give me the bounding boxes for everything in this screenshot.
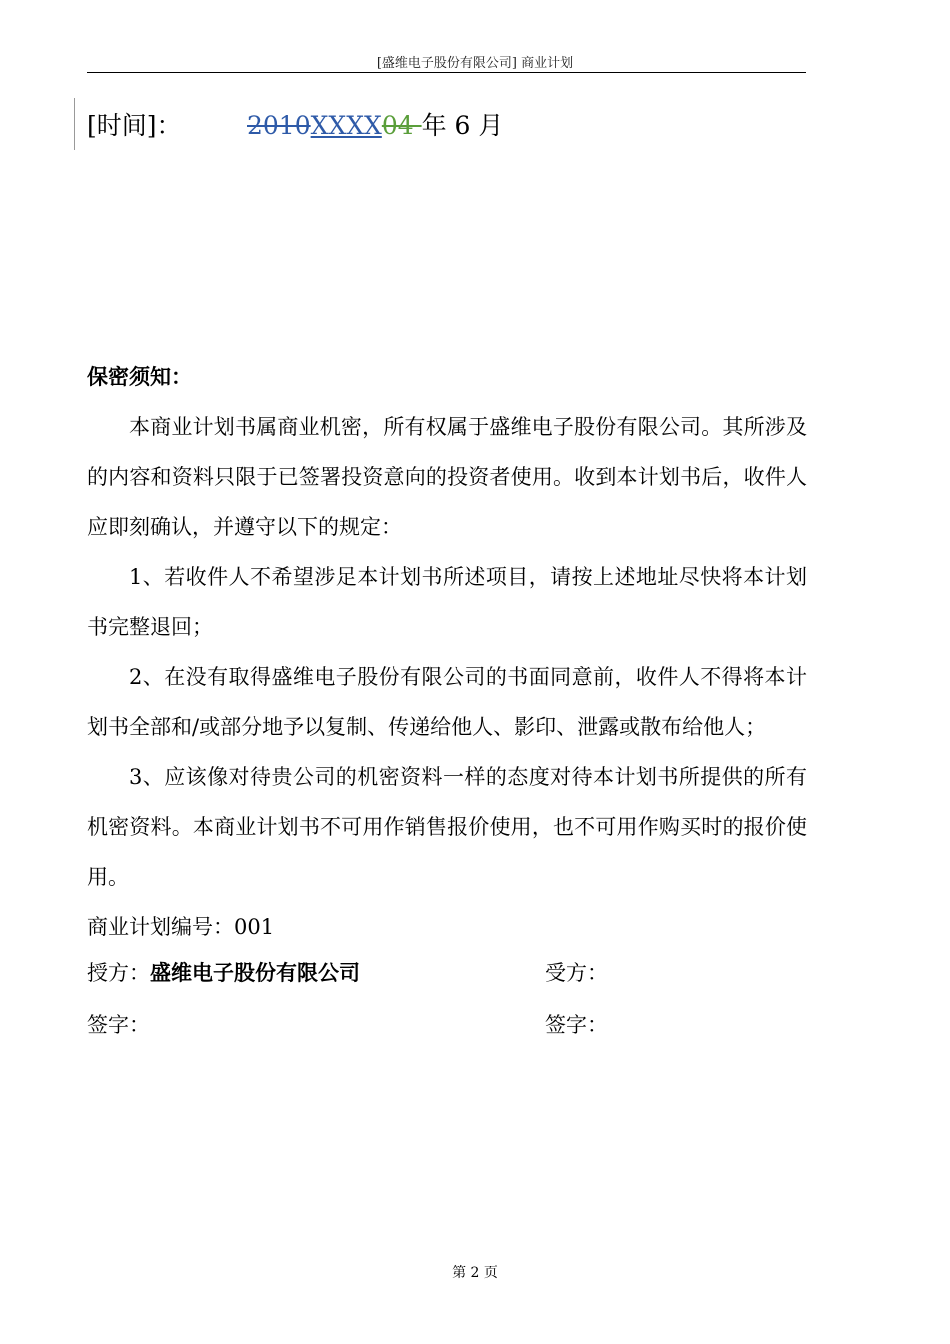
parties-row — [87, 948, 807, 998]
rule-2-paragraph: 2、在没有取得盛维电子股份有限公司的书面同意前，收件人不得将本计划书全部和/或部分地予以复制、传递给他人、影印、泄露或散布给他人； — [87, 665, 807, 739]
rule-3-paragraph: 3、应该像对待贵公司的机密资料一样的态度对待本计划书所提供的所有机密资料。本商业计划书不可用作销售报价使用，也不可用作购买时的报价使用。 — [87, 765, 807, 889]
time-line — [87, 108, 503, 144]
signature-row — [87, 1000, 807, 1050]
change-bar — [74, 98, 75, 150]
grantor-label: 授方： — [87, 961, 150, 985]
plan-number: 商业计划编号：001 — [87, 915, 275, 939]
grantee-signature-label: 签字： — [545, 1013, 608, 1037]
page-number: 第 2 页 — [452, 1265, 498, 1281]
deleted-day-revision: 04 — [381, 111, 422, 140]
inserted-placeholder-revision: XXXX — [310, 111, 382, 140]
confidentiality-body — [87, 402, 807, 952]
rule-1-paragraph: 1、若收件人不希望涉足本计划书所述项目，请按上述地址尽快将本计划书完整退回； — [87, 565, 807, 639]
header-divider — [87, 72, 806, 73]
confidentiality-heading: 保密须知： — [87, 364, 192, 389]
grantor-name: 盛维电子股份有限公司 — [150, 960, 360, 985]
running-header: [盛维电子股份有限公司] 商业计划 — [376, 56, 574, 71]
deleted-year-revision: 2010 — [247, 111, 311, 140]
grantor-signature-label: 签字： — [87, 1013, 150, 1037]
time-value: 年 6 月 — [421, 111, 504, 140]
time-label: [时间]： — [87, 111, 182, 140]
intro-paragraph: 本商业计划书属商业机密，所有权属于盛维电子股份有限公司。其所涉及的内容和资料只限于已签署投资意向的投资者使用。收到本计划书后，收件人应即刻确认，并遵守以下的规定： — [87, 415, 807, 539]
grantee-label: 受方： — [545, 961, 608, 985]
